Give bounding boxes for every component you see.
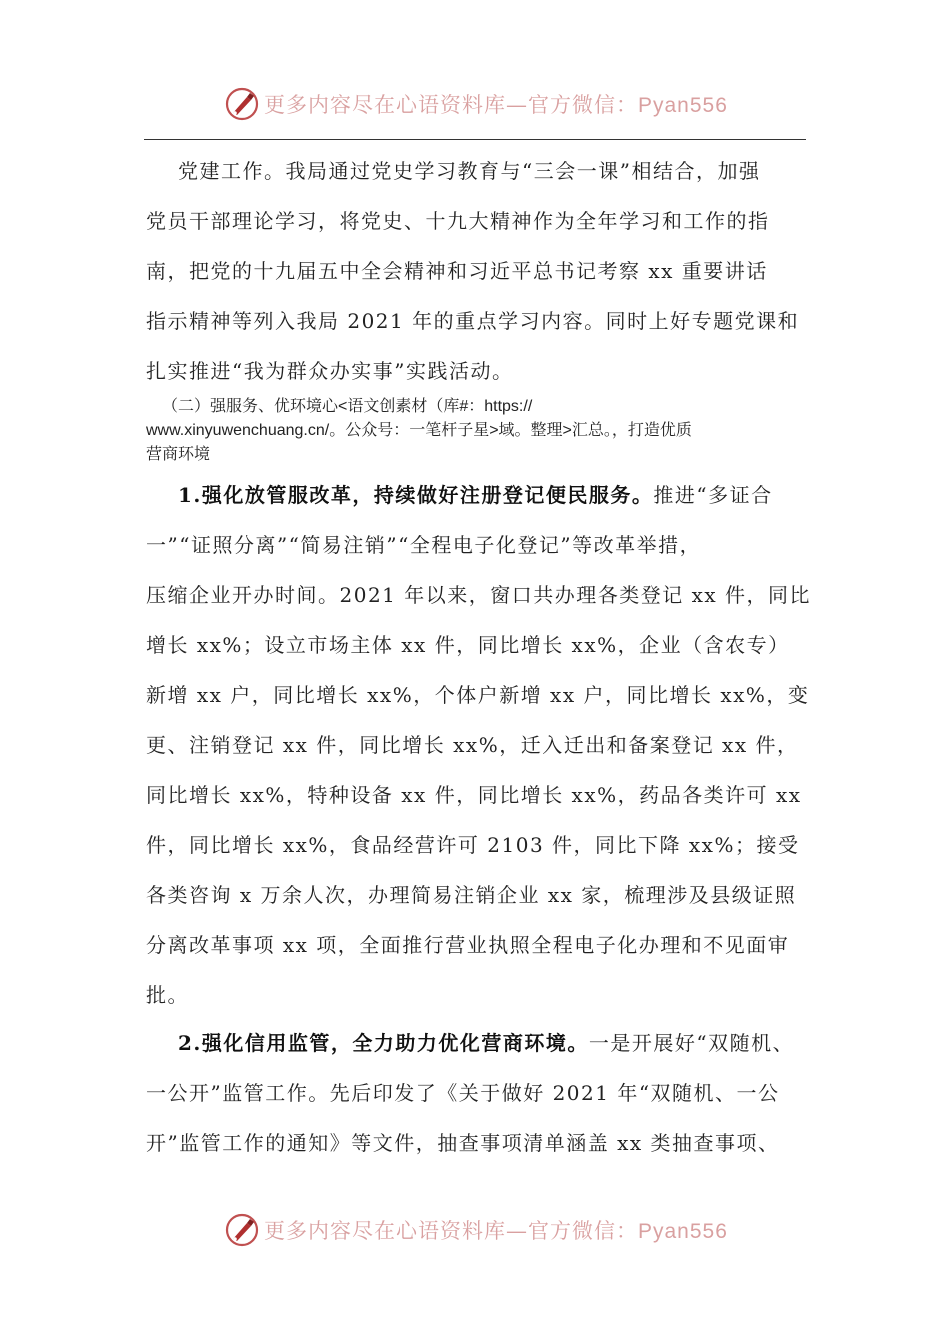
- text-line: 分离改革事项 xx 项，全面推行营业执照全程电子化办理和不见面审: [146, 933, 790, 957]
- fountain-pen-logo-icon: [224, 1212, 260, 1248]
- text-line: 各类咨询 x 万余人次，办理简易注销企业 xx 家，梳理涉及县级证照: [146, 883, 797, 907]
- text-line: 2.强化信用监管，全力助力优化营商环境。一是开展好“双随机、: [178, 1031, 795, 1055]
- text-line: 压缩企业开办时间。2021 年以来，窗口共办理各类登记 xx 件，同比: [146, 583, 812, 607]
- text-line: www.xinyuwenchuang.cn/。公众号：一笔杆子星>域。整理>汇总。，打造优质: [146, 422, 692, 439]
- text-line: 扎实推进“我为群众办实事”实践活动。: [146, 359, 514, 383]
- text-line: 批。: [146, 983, 189, 1007]
- text-line: 一”“证照分离”“简易注销”“全程电子化登记”等改革举措，: [146, 533, 702, 557]
- text-line: 营商环境: [146, 446, 211, 463]
- item-1-lead: 1.强化放管服改革，持续做好注册登记便民服务。: [178, 483, 654, 507]
- header-watermark: [224, 84, 744, 124]
- text-line: 一公开”监管工作。先后印发了《关于做好 2021 年“双随机、一公: [146, 1081, 780, 1105]
- text-line: 党员干部理论学习，将党史、十九大精神作为全年学习和工作的指: [146, 209, 770, 233]
- watermark-text: 更多内容尽在心语资料库—官方微信：Pyan556: [264, 1219, 728, 1243]
- watermark-text: 更多内容尽在心语资料库—官方微信：Pyan556: [264, 93, 728, 117]
- text-line: 指示精神等列入我局 2021 年的重点学习内容。同时上好专题党课和: [146, 309, 800, 333]
- text-line: 新增 xx 户，同比增长 xx%，个体户新增 xx 户，同比增长 xx%，变: [146, 683, 810, 707]
- text-line: 增长 xx%；设立市场主体 xx 件，同比增长 xx%，企业（含农专）: [146, 633, 790, 657]
- header-rule: [144, 139, 806, 140]
- fountain-pen-logo-icon: [224, 86, 260, 122]
- text-line: 同比增长 xx%，特种设备 xx 件，同比增长 xx%，药品各类许可 xx: [146, 783, 802, 807]
- text-line: 件，同比增长 xx%，食品经营许可 2103 件，同比下降 xx%；接受: [146, 833, 800, 857]
- text-line: 党建工作。我局通过党史学习教育与“三会一课”相结合，加强: [178, 159, 761, 183]
- text-line: （二）强服务、优环境心<语文创素材（库#：https://: [162, 398, 533, 415]
- text-line: 南，把党的十九届五中全会精神和习近平总书记考察 xx 重要讲话: [146, 259, 768, 283]
- text-line: 开”监管工作的通知》等文件，抽查事项清单涵盖 xx 类抽查事项、: [146, 1131, 780, 1155]
- text-line: 1.强化放管服改革，持续做好注册登记便民服务。推进“多证合: [178, 483, 773, 507]
- item-2-lead: 2.强化信用监管，全力助力优化营商环境。: [178, 1031, 589, 1055]
- text-line: 更、注销登记 xx 件，同比增长 xx%，迁入迁出和备案登记 xx 件，: [146, 733, 799, 757]
- footer-watermark: [224, 1210, 744, 1250]
